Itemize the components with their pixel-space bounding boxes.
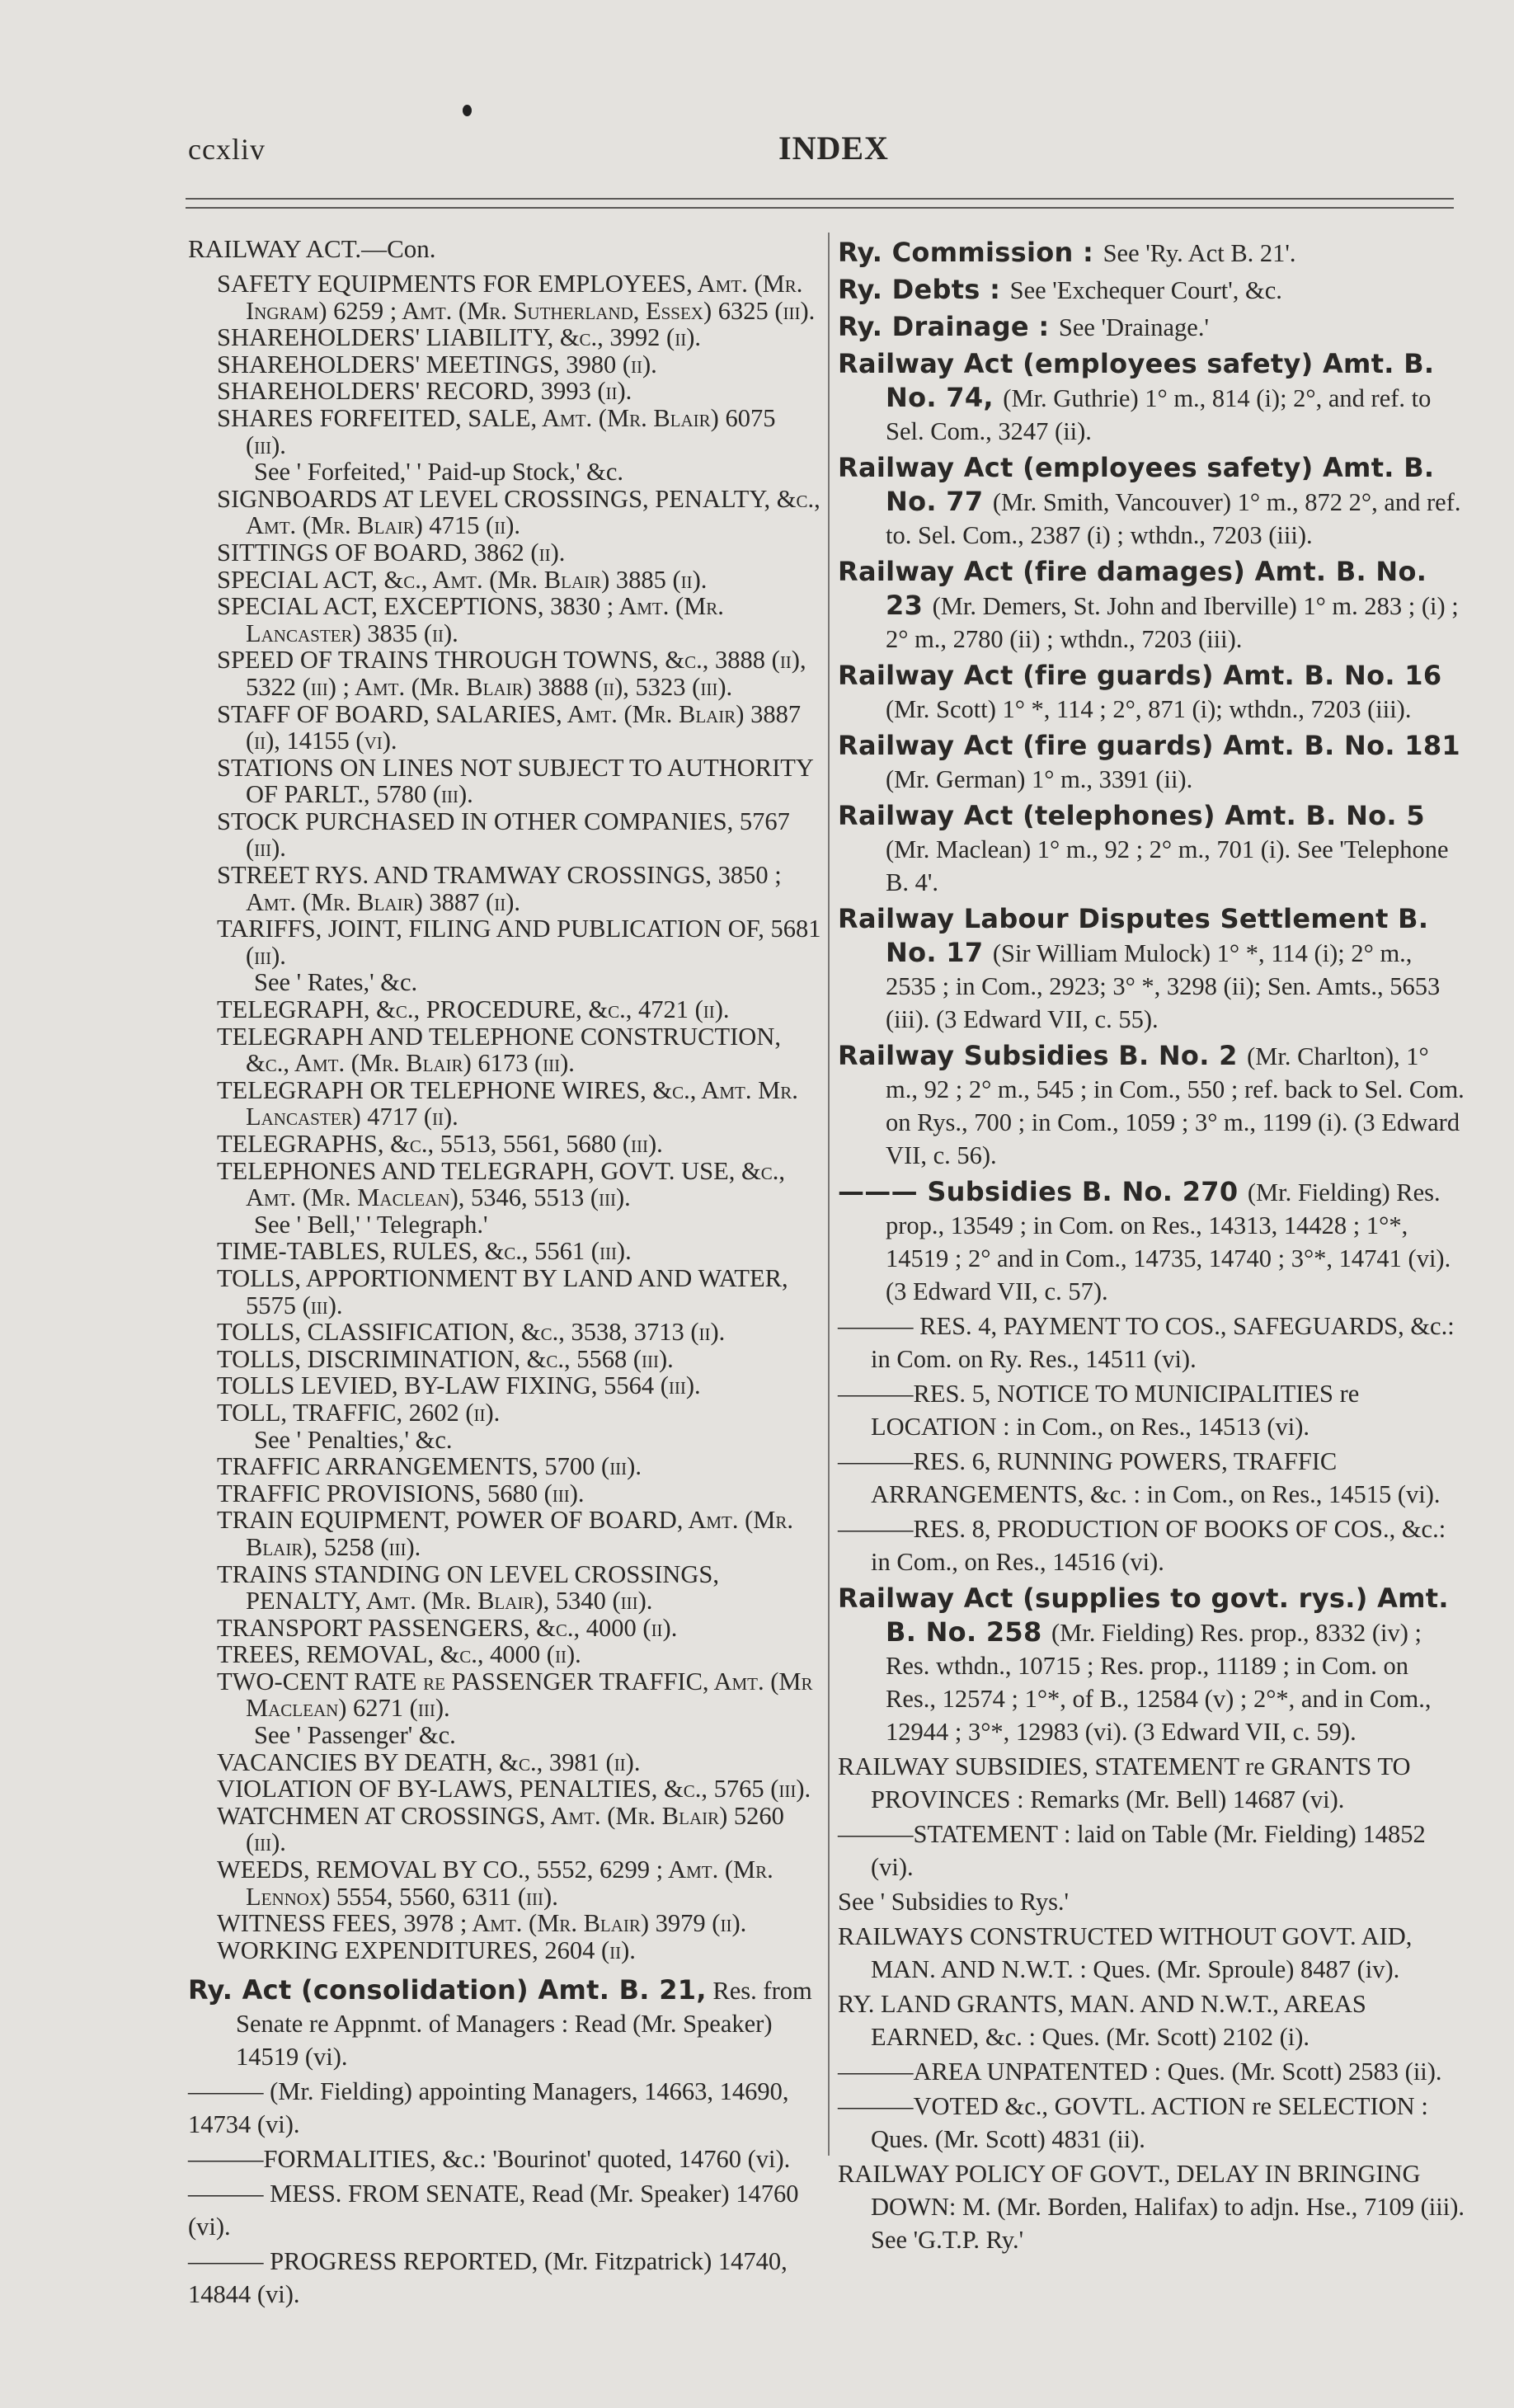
entry-body: ———RES. 5, NOTICE TO MUNICIPALITIES re LOCATION : in Com., on Res., 14513 (vi). [838, 1380, 1360, 1441]
index-entry [838, 2055, 1465, 2088]
entry-body: (Mr. Charlton), 1° m., 92 ; 2° m., 545 ; in Com., 550 ; ref. back to Sel. Com. on Rys., 700 ; in Com., 1059 ; 3° m., 1199 (i). (3 Edward VII, c. 56). [886, 1042, 1465, 1169]
index-entry: TELEGRAPH AND TELEPHONE CONSTRUCTION, &c., Amt. (Mr. Blair) 6173 (iii). [217, 1022, 781, 1078]
consolidation-subentry: ———FORMALITIES, &c.: 'Bourinot' quoted, 14760 (vi). [188, 2145, 791, 2174]
entry-body: RY. LAND GRANTS, MAN. AND N.W.T., AREAS EARNED, &c. : Ques. (Mr. Scott) 2102 (i). [838, 1990, 1366, 2051]
index-entry [838, 1987, 1465, 2053]
index-entry: TWO-CENT RATE re PASSENGER TRAFFIC, Amt. (Mr Maclean) 6271 (iii). [217, 1667, 813, 1723]
index-entry: SIGNBOARDS AT LEVEL CROSSINGS, PENALTY, &c., Amt. (Mr. Blair) 4715 (ii). [217, 484, 820, 540]
entry-body: (Mr. Scott) 1° *, 114 ; 2°, 871 (i); wthdn., 7203 (iii). [886, 695, 1412, 723]
left-column [188, 233, 821, 2311]
index-entry [838, 1039, 1465, 1172]
index-entry: TARIFFS, JOINT, FILING AND PUBLICATION OF, 5681 (iii). [217, 915, 821, 970]
index-entry [838, 310, 1465, 344]
entry-body: See 'Exchequer Court', &c. [1009, 276, 1282, 304]
index-entry: See ' Passenger' &c. [254, 1721, 456, 1750]
index-entry: TRAFFIC PROVISIONS, 5680 (iii). [217, 1479, 585, 1507]
right-column [838, 233, 1465, 2256]
index-entry [838, 1377, 1465, 1443]
entry-body: See 'Drainage.' [1058, 313, 1209, 341]
index-entry [838, 347, 1465, 448]
index-entry: SITTINGS OF BOARD, 3862 (ii). [217, 538, 566, 567]
entry-body: (Mr. Fielding) Res. prop., 13549 ; in Com. on Res., 14313, 14428 ; 1°*, 14519 ; 2° and in Com., 14735, 14740 ; 3°*, 14741 (vi). (3 Edward VII, c. 57). [886, 1178, 1451, 1305]
entry-body: See ' Subsidies to Rys.' [838, 1888, 1070, 1916]
entry-title: Ry. Debts : [838, 274, 1010, 305]
index-entry: STOCK PURCHASED IN OTHER COMPANIES, 5767 (iii). [217, 807, 790, 863]
index-entry: VIOLATION OF BY-LAWS, PENALTIES, &c., 5765 (iii). [217, 1775, 811, 1804]
entry-body: RAILWAYS CONSTRUCTED WITHOUT GOVT. AID, MAN. AND N.W.T. : Ques. (Mr. Sproule) 8487 (iv). [838, 1922, 1413, 1983]
entry-body: (Mr. Guthrie) 1° m., 814 (i); 2°, and ref. to Sel. Com., 3247 (ii). [886, 384, 1432, 445]
right-entry-list [838, 236, 1465, 2256]
entry-body: ———AREA UNPATENTED : Ques. (Mr. Scott) 2583 (ii). [838, 2058, 1442, 2086]
index-entry: TRAIN EQUIPMENT, POWER OF BOARD, Amt. (Mr. Blair), 5258 (iii). [217, 1506, 794, 1561]
index-entry: See ' Bell,' ' Telegraph.' [254, 1210, 488, 1239]
index-entry: WEEDS, REMOVAL BY CO., 5552, 6299 ; Amt. (Mr. Lennox) 5554, 5560, 6311 (iii). [217, 1855, 773, 1911]
index-entry: TELEGRAPH OR TELEPHONE WIRES, &c., Amt. Mr. Lancaster) 4717 (ii). [217, 1075, 798, 1131]
entry-body: (Mr. Smith, Vancouver) 1° m., 872 2°, and ref. to. Sel. Com., 2387 (i) ; wthdn., 7203 (iii). [886, 488, 1461, 549]
index-entry [838, 729, 1465, 796]
entry-title: Railway Act (supplies to govt. rys.) Amt. B. No. 258 [838, 1583, 1449, 1648]
index-entry [838, 1582, 1465, 1748]
index-entry [838, 659, 1465, 726]
index-entry [838, 1818, 1465, 1884]
entry-body: (Mr. Maclean) 1° m., 92 ; 2° m., 701 (i). See 'Telephone B. 4'. [886, 835, 1449, 896]
index-entry: SHAREHOLDERS' LIABILITY, &c., 3992 (ii). [217, 323, 701, 352]
consolidation-body: Res. from Senate re Appnmt. of Managers : Read (Mr. Speaker) 14519 (vi). [236, 1977, 812, 2072]
index-entry: TREES, REMOVAL, &c., 4000 (ii). [217, 1640, 581, 1669]
index-entry: TELEPHONES AND TELEGRAPH, GOVT. USE, &c., Amt. (Mr. Maclean), 5346, 5513 (iii). [217, 1156, 785, 1212]
entry-title: ——— Subsidies B. No. 270 [838, 1176, 1248, 1207]
index-entry [838, 1750, 1465, 1816]
index-entry: STAFF OF BOARD, SALARIES, Amt. (Mr. Blair) 3887 (ii), 14155 (vi). [217, 699, 802, 755]
entry-body: ———VOTED &c., GOVTL. ACTION re SELECTION : Ques. (Mr. Scott) 4831 (ii). [838, 2092, 1428, 2153]
entry-body: (Mr. German) 1° m., 3391 (ii). [886, 765, 1193, 793]
index-entry [838, 1445, 1465, 1511]
index-entry: STATIONS ON LINES NOT SUBJECT TO AUTHORITY OF PARLT., 5780 (iii). [217, 753, 813, 809]
entry-body: ——— RES. 4, PAYMENT TO COS., SAFEGUARDS, &c.: in Com. on Ry. Res., 14511 (vi). [838, 1312, 1455, 1373]
entry-title: Railway Act (telephones) Amt. B. No. 5 [838, 800, 1425, 831]
entry-body: (Mr. Demers, St. John and Iberville) 1° m. 283 ; (i) ; 2° m., 2780 (ii) ; wthdn., 7203 (iii). [886, 592, 1459, 653]
index-entry [838, 2090, 1465, 2156]
index-entry: TELEGRAPHS, &c., 5513, 5561, 5680 (iii). [217, 1130, 663, 1158]
entry-body: RAILWAY SUBSIDIES, STATEMENT re GRANTS TO PROVINCES : Remarks (Mr. Bell) 14687 (vi). [838, 1752, 1411, 1813]
index-entry [838, 1920, 1465, 1986]
index-entry: See ' Penalties,' &c. [254, 1425, 453, 1454]
index-entry: SPECIAL ACT, EXCEPTIONS, 3830 ; Amt. (Mr. Lancaster) 3835 (ii). [217, 592, 724, 647]
entry-body: ———RES. 8, PRODUCTION OF BOOKS OF COS., &c.: in Com., on Res., 14516 (vi). [838, 1515, 1446, 1576]
left-entry-list [188, 270, 821, 1964]
entry-title: Railway Act (fire damages) Amt. B. No. 23 [838, 556, 1427, 621]
index-entry: TOLL, TRAFFIC, 2602 (ii). [217, 1398, 501, 1427]
index-entry [838, 1175, 1465, 1308]
header-rule [186, 198, 1454, 209]
entry-body: (Sir William Mulock) 1° *, 114 (i); 2° m., 2535 ; in Com., 2923; 3° *, 3298 (ii); Sen. Amts., 5653 (iii). (3 Edward VII, c. 55). [886, 939, 1441, 1033]
index-entry: SHAREHOLDERS' MEETINGS, 3980 (ii). [217, 350, 657, 379]
consolidation-subentry: ——— PROGRESS REPORTED, (Mr. Fitzpatrick) 14740, 14844 (vi). [188, 2247, 788, 2309]
index-entry [838, 799, 1465, 899]
entry-body: RAILWAY POLICY OF GOVT., DELAY IN BRINGING DOWN: M. (Mr. Borden, Halifax) to adjn. Hse., 7109 (iii). See 'G.T.P. Ry.' [838, 2160, 1465, 2254]
entry-body: ———STATEMENT : laid on Table (Mr. Fielding) 14852 (vi). [838, 1820, 1426, 1881]
index-entry [838, 2157, 1465, 2256]
entry-body: ———RES. 6, RUNNING POWERS, TRAFFIC ARRANGEMENTS, &c. : in Com., on Res., 14515 (vi). [838, 1447, 1441, 1508]
index-entry: TOLLS, DISCRIMINATION, &c., 5568 (iii). [217, 1344, 674, 1373]
index-entry: TOLLS, CLASSIFICATION, &c., 3538, 3713 (ii). [217, 1318, 726, 1347]
index-entry [838, 1310, 1465, 1376]
index-entry: WITNESS FEES, 3978 ; Amt. (Mr. Blair) 3979 (ii). [217, 1909, 747, 1938]
entry-title: Railway Subsidies B. No. 2 [838, 1040, 1248, 1071]
consolidation-subentry: ——— MESS. FROM SENATE, Read (Mr. Speaker) 14760 (vi). [188, 2180, 799, 2241]
index-entry: TIME-TABLES, RULES, &c., 5561 (iii). [217, 1237, 632, 1266]
index-entry: SHAREHOLDERS' RECORD, 3993 (ii). [217, 377, 632, 406]
index-entry: SPEED OF TRAINS THROUGH TOWNS, &c., 3888 (ii), 5322 (iii) ; Amt. (Mr. Blair) 3888 (ii), 5323 (iii). [217, 646, 806, 701]
index-entry: SHARES FORFEITED, SALE, Amt. (Mr. Blair) 6075 (iii). [217, 403, 776, 459]
index-entry: WORKING EXPENDITURES, 2604 (ii). [217, 1935, 636, 1964]
consolidation-title: Ry. Act (consolidation) Amt. B. 21, [188, 1974, 707, 2006]
entry-title: Ry. Commission : [838, 237, 1103, 268]
index-entry: TRAFFIC ARRANGEMENTS, 5700 (iii). [217, 1452, 642, 1481]
index-entry [838, 902, 1465, 1036]
entry-title: Railway Act (employees safety) Amt. B. No. 74, [838, 348, 1435, 413]
index-entry [838, 1885, 1465, 1918]
index-entry [838, 1512, 1465, 1578]
index-entry [838, 273, 1465, 307]
index-entry: See ' Rates,' &c. [254, 968, 418, 997]
page-title: INDEX [778, 129, 889, 167]
entry-body: See 'Ry. Act B. 21'. [1103, 239, 1296, 267]
entry-title: Ry. Drainage : [838, 311, 1059, 342]
index-entry: See ' Forfeited,' ' Paid-up Stock,' &c. [254, 458, 624, 487]
entry-title: Railway Act (employees safety) Amt. B. No. 77 [838, 452, 1435, 517]
index-entry: TOLLS, APPORTIONMENT BY LAND AND WATER, 5575 (iii). [217, 1263, 788, 1319]
ink-dot [463, 105, 472, 116]
index-entry: TOLLS LEVIED, BY-LAW FIXING, 5564 (iii). [217, 1371, 701, 1400]
index-entry [838, 236, 1465, 270]
entry-title: Railway Labour Disputes Settlement B. No. 17 [838, 903, 1429, 968]
section-heading: RAILWAY ACT.—Con. [188, 234, 436, 263]
index-entry: TRANSPORT PASSENGERS, &c., 4000 (ii). [217, 1613, 678, 1642]
index-entry: TELEGRAPH, &c., PROCEDURE, &c., 4721 (ii). [217, 995, 730, 1024]
consolidation-subentry: ——— (Mr. Fielding) appointing Managers, 14663, 14690, 14734 (vi). [188, 2077, 789, 2139]
index-entry: SPECIAL ACT, &c., Amt. (Mr. Blair) 3885 (ii). [217, 565, 708, 594]
index-entry: VACANCIES BY DEATH, &c., 3981 (ii). [217, 1747, 641, 1776]
index-entry: TRAINS STANDING ON LEVEL CROSSINGS, PENALTY, Amt. (Mr. Blair), 5340 (iii). [217, 1559, 719, 1616]
entry-title: Railway Act (fire guards) Amt. B. No. 181 [838, 730, 1460, 761]
column-divider [828, 233, 830, 2156]
entry-title: Railway Act (fire guards) Amt. B. No. 16 [838, 660, 1442, 691]
consolidation-entry [188, 1973, 821, 2073]
index-entry [838, 555, 1465, 656]
index-entry: STREET RYS. AND TRAMWAY CROSSINGS, 3850 ; Amt. (Mr. Blair) 3887 (ii). [217, 861, 782, 916]
page-number: ccxliv [188, 133, 266, 166]
index-entry [838, 451, 1465, 552]
entry-body: (Mr. Fielding) Res. prop., 8332 (iv) ; Res. wthdn., 10715 ; Res. prop., 11189 ; in Com. on Res., 12574 ; 1°*, of B., 12584 (v) ; 2°*, and in Com., 12944 ; 3°*, 12983 (vi). (3 Edward VII, c. 59). [886, 1619, 1432, 1746]
index-entry: SAFETY EQUIPMENTS FOR EMPLOYEES, Amt. (Mr. Ingram) 6259 ; Amt. (Mr. Sutherland, Essex) 6325 (iii). [217, 270, 816, 325]
consolidation-subentries [188, 2075, 821, 2311]
index-entry: WATCHMEN AT CROSSINGS, Amt. (Mr. Blair) 5260 (iii). [217, 1801, 784, 1857]
